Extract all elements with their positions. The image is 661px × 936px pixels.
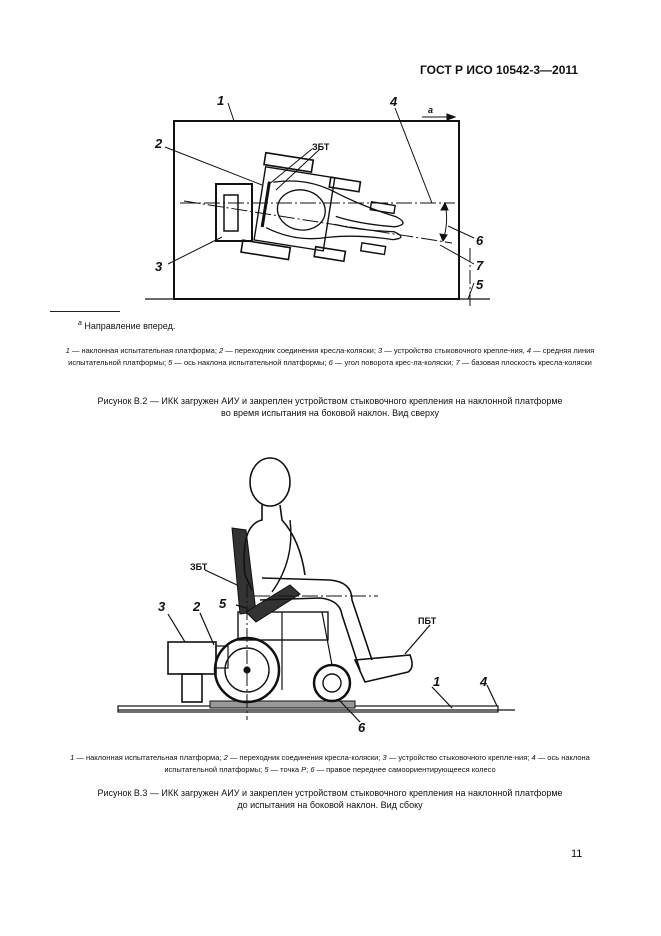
legend-number: 4 [531, 753, 536, 762]
label-2-side: 2 [193, 599, 201, 614]
label-2: 2 [155, 136, 163, 151]
legend-text: — точка [268, 765, 302, 774]
legend-text: — устройство стыковочного крепле-ния; [386, 753, 532, 762]
legend-text: — устройство стыковочного крепле-ния, [382, 346, 527, 355]
legend-figure-b3 [50, 752, 610, 776]
caption-b3-line2: до испытания на боковой наклон. Вид сбоку [237, 800, 423, 810]
caption-figure-b3 [40, 787, 620, 811]
legend-number: 6 [310, 765, 315, 774]
standard-header: ГОСТ Р ИСО 10542-3—2011 [420, 63, 579, 77]
footnote-mark: a [78, 320, 82, 327]
legend-number: P [301, 765, 307, 774]
legend-text: ; [306, 765, 311, 774]
legend-text: — ось наклона испытательной платформы; [164, 753, 590, 774]
legend-number: 1 [70, 753, 75, 762]
label-5-side: 5 [219, 596, 227, 611]
label-1-side: 1 [433, 674, 441, 689]
label-zbt: ЗБТ [312, 142, 330, 152]
label-7: 7 [476, 258, 484, 273]
legend-number: 6 [328, 358, 333, 367]
label-3-side: 3 [158, 599, 166, 614]
caption-b3-line1: Рисунок В.3 — ИКК загружен АИУ и закреплен устройством стыковочного крепления на наклонной платформе [97, 788, 563, 798]
legend-text: — базовая плоскость кресла-коляски [459, 358, 592, 367]
legend-text: — правое переднее самоориентирующееся колесо [314, 765, 496, 774]
legend-number: 5 [264, 765, 269, 774]
legend-text: — средняя линия испытательной платформы; [68, 346, 595, 367]
legend-number: 5 [168, 358, 173, 367]
legend-number: 3 [378, 346, 383, 355]
legend-text: — переходник соединения кресла-коляски; [223, 346, 378, 355]
legend-number: 2 [219, 346, 224, 355]
legend-text: — наклонная испытательная платформа; [69, 346, 220, 355]
label-3: 3 [155, 259, 163, 274]
label-6-side: 6 [358, 720, 366, 735]
legend-number: 1 [65, 346, 70, 355]
label-pbt: ПБТ [418, 616, 437, 626]
label-zbt-side: ЗБТ [190, 562, 208, 572]
label-1: 1 [217, 93, 225, 108]
legend-number: 4 [526, 346, 532, 355]
legend-text: — переходник соединения кресла-коляски; [227, 753, 383, 762]
caption-b2-line2: во время испытания на боковой наклон. Вид сверху [221, 408, 439, 418]
legend-text: — ось наклона испытательной платформы; [172, 358, 329, 367]
footnote-text: Направление вперед. [84, 321, 176, 331]
caption-b2-line1: Рисунок В.2 — ИКК загружен АИУ и закреплен устройством стыковочного крепления на наклонной платформе [97, 396, 563, 406]
legend-text: — угол поворота крес-ла-коляски; [332, 358, 456, 367]
legend-number: 7 [455, 358, 460, 367]
page-number: 11 [571, 848, 583, 860]
label-4-side: 4 [480, 674, 488, 689]
label-a: a [428, 105, 434, 115]
legend-number: 3 [382, 753, 387, 762]
label-6: 6 [476, 233, 484, 248]
legend-number: 2 [223, 753, 228, 762]
label-4: 4 [390, 94, 398, 109]
legend-text: — наклонная испытательная платформа; [74, 753, 224, 762]
label-5: 5 [476, 277, 484, 292]
